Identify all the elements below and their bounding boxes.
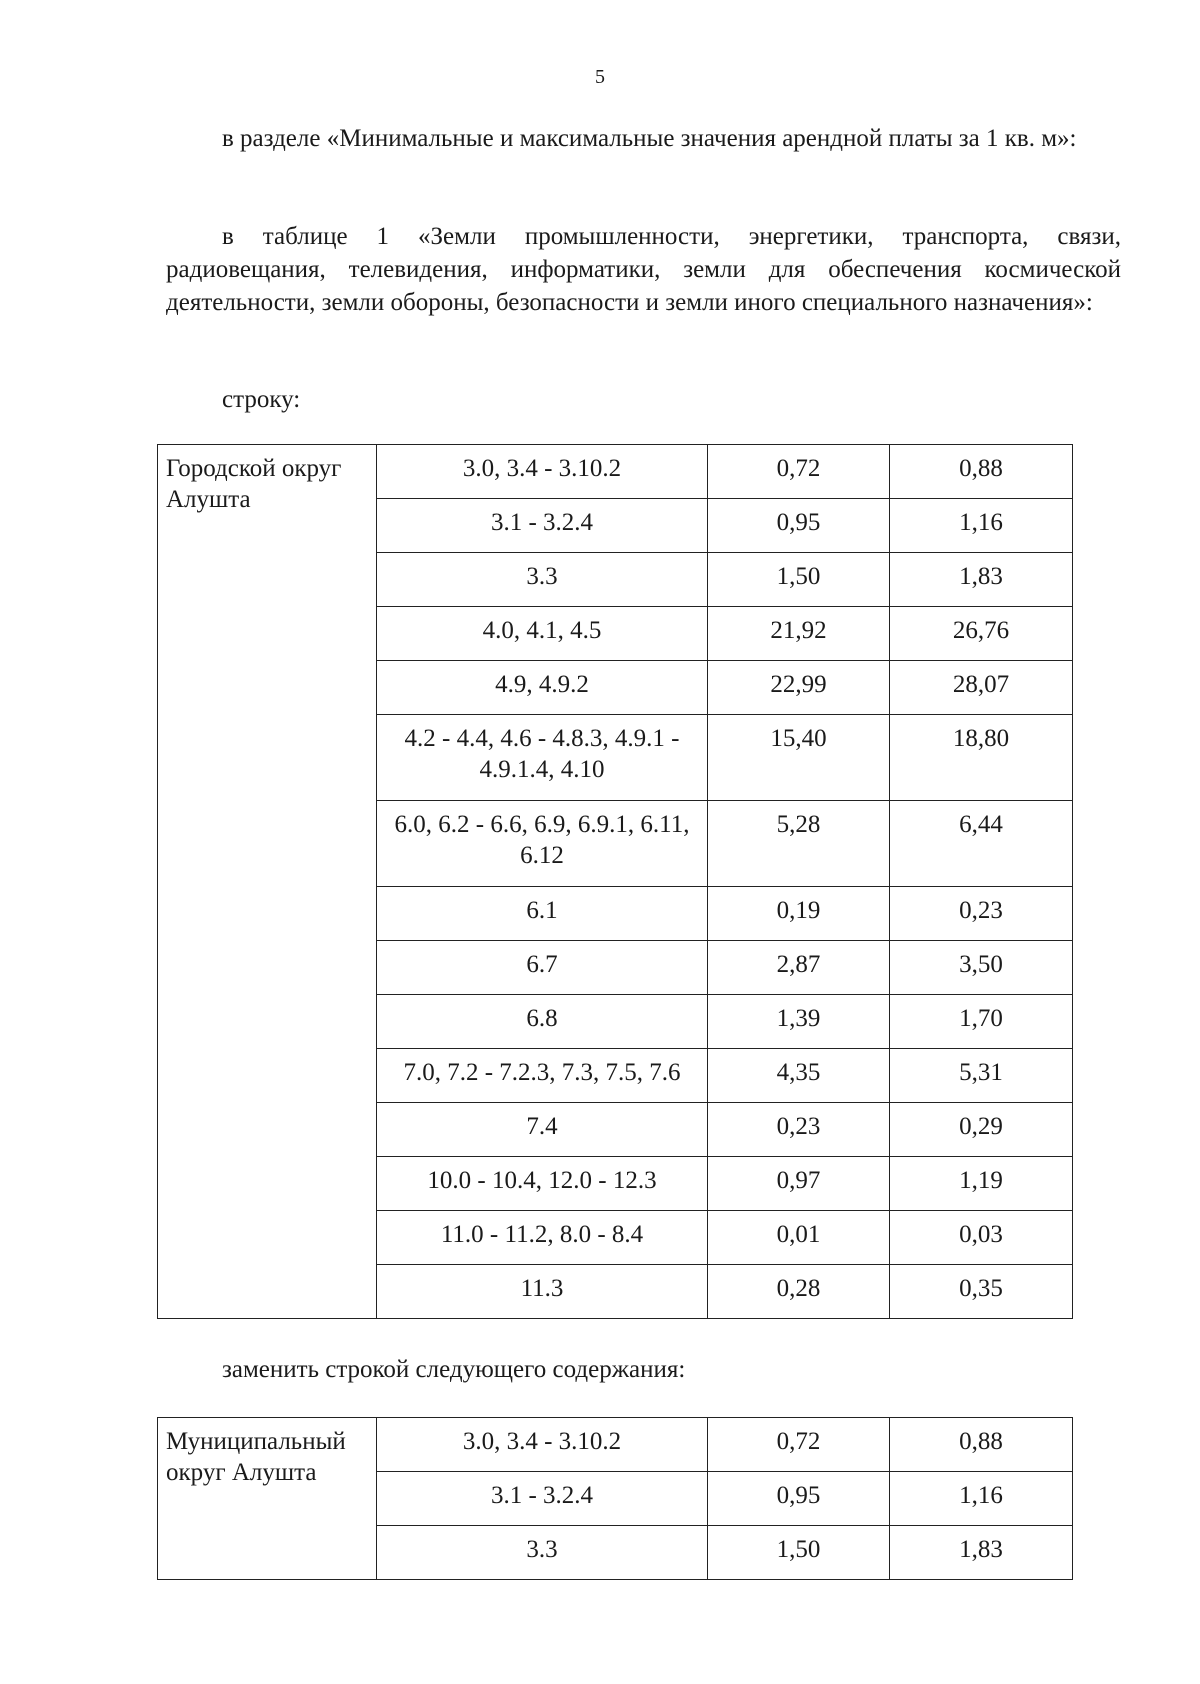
row-label-paragraph: строку: bbox=[222, 386, 301, 413]
codes-cell: 7.4 bbox=[377, 1103, 708, 1157]
min-rent-cell: 0,72 bbox=[708, 445, 890, 499]
max-rent-cell: 18,80 bbox=[890, 715, 1073, 801]
min-rent-cell: 5,28 bbox=[708, 801, 890, 887]
max-rent-cell: 5,31 bbox=[890, 1049, 1073, 1103]
table-reference-paragraph: в таблице 1 «Земли промышленности, энергетики, транспорта, связи, радиовещания, телевидения, информатики, земли для обеспечения космической деятельности, земли обороны, безопасности и земли иного специального назначения»: bbox=[166, 223, 1121, 316]
codes-cell: 4.9, 4.9.2 bbox=[377, 661, 708, 715]
codes-cell: 4.0, 4.1, 4.5 bbox=[377, 607, 708, 661]
codes-cell: 6.8 bbox=[377, 995, 708, 1049]
table-row bbox=[158, 1418, 1073, 1472]
codes-cell: 6.1 bbox=[377, 887, 708, 941]
min-rent-cell: 0,23 bbox=[708, 1103, 890, 1157]
codes-cell: 3.3 bbox=[377, 553, 708, 607]
section-reference-paragraph: в разделе «Минимальные и максимальные значения арендной платы за 1 кв. м»: bbox=[222, 125, 1077, 152]
max-rent-cell: 1,83 bbox=[890, 553, 1073, 607]
min-rent-cell: 21,92 bbox=[708, 607, 890, 661]
max-rent-cell: 6,44 bbox=[890, 801, 1073, 887]
max-rent-cell: 0,88 bbox=[890, 445, 1073, 499]
codes-cell: 6.7 bbox=[377, 941, 708, 995]
replacement-paragraph: заменить строкой следующего содержания: bbox=[222, 1356, 686, 1383]
min-rent-cell: 15,40 bbox=[708, 715, 890, 801]
original-rent-table bbox=[157, 444, 1073, 1319]
min-rent-cell: 2,87 bbox=[708, 941, 890, 995]
codes-cell: 11.3 bbox=[377, 1265, 708, 1319]
region-cell: Муниципальный округ Алушта bbox=[158, 1418, 377, 1580]
min-rent-cell: 1,39 bbox=[708, 995, 890, 1049]
max-rent-cell: 1,19 bbox=[890, 1157, 1073, 1211]
codes-cell: 6.0, 6.2 - 6.6, 6.9, 6.9.1, 6.11, 6.12 bbox=[377, 801, 708, 887]
max-rent-cell: 0,03 bbox=[890, 1211, 1073, 1265]
min-rent-cell: 0,01 bbox=[708, 1211, 890, 1265]
max-rent-cell: 28,07 bbox=[890, 661, 1073, 715]
max-rent-cell: 1,83 bbox=[890, 1526, 1073, 1580]
codes-cell: 10.0 - 10.4, 12.0 - 12.3 bbox=[377, 1157, 708, 1211]
max-rent-cell: 0,88 bbox=[890, 1418, 1073, 1472]
codes-cell: 3.0, 3.4 - 3.10.2 bbox=[377, 1418, 708, 1472]
codes-cell: 3.1 - 3.2.4 bbox=[377, 499, 708, 553]
max-rent-cell: 0,35 bbox=[890, 1265, 1073, 1319]
codes-cell: 7.0, 7.2 - 7.2.3, 7.3, 7.5, 7.6 bbox=[377, 1049, 708, 1103]
min-rent-cell: 1,50 bbox=[708, 553, 890, 607]
min-rent-cell: 22,99 bbox=[708, 661, 890, 715]
codes-cell: 3.3 bbox=[377, 1526, 708, 1580]
max-rent-cell: 1,16 bbox=[890, 499, 1073, 553]
replacement-rent-table-body bbox=[158, 1418, 1073, 1580]
table-row bbox=[158, 445, 1073, 499]
min-rent-cell: 0,19 bbox=[708, 887, 890, 941]
min-rent-cell: 0,28 bbox=[708, 1265, 890, 1319]
max-rent-cell: 0,23 bbox=[890, 887, 1073, 941]
codes-cell: 4.2 - 4.4, 4.6 - 4.8.3, 4.9.1 - 4.9.1.4, 4.10 bbox=[377, 715, 708, 801]
region-cell: Городской округ Алушта bbox=[158, 445, 377, 1319]
page-number: 5 bbox=[595, 66, 605, 88]
original-rent-table-body bbox=[158, 445, 1073, 1319]
max-rent-cell: 3,50 bbox=[890, 941, 1073, 995]
max-rent-cell: 26,76 bbox=[890, 607, 1073, 661]
max-rent-cell: 1,70 bbox=[890, 995, 1073, 1049]
replacement-rent-table bbox=[157, 1417, 1073, 1580]
min-rent-cell: 0,72 bbox=[708, 1418, 890, 1472]
max-rent-cell: 0,29 bbox=[890, 1103, 1073, 1157]
min-rent-cell: 1,50 bbox=[708, 1526, 890, 1580]
min-rent-cell: 0,97 bbox=[708, 1157, 890, 1211]
min-rent-cell: 4,35 bbox=[708, 1049, 890, 1103]
min-rent-cell: 0,95 bbox=[708, 499, 890, 553]
codes-cell: 3.1 - 3.2.4 bbox=[377, 1472, 708, 1526]
codes-cell: 11.0 - 11.2, 8.0 - 8.4 bbox=[377, 1211, 708, 1265]
codes-cell: 3.0, 3.4 - 3.10.2 bbox=[377, 445, 708, 499]
max-rent-cell: 1,16 bbox=[890, 1472, 1073, 1526]
min-rent-cell: 0,95 bbox=[708, 1472, 890, 1526]
